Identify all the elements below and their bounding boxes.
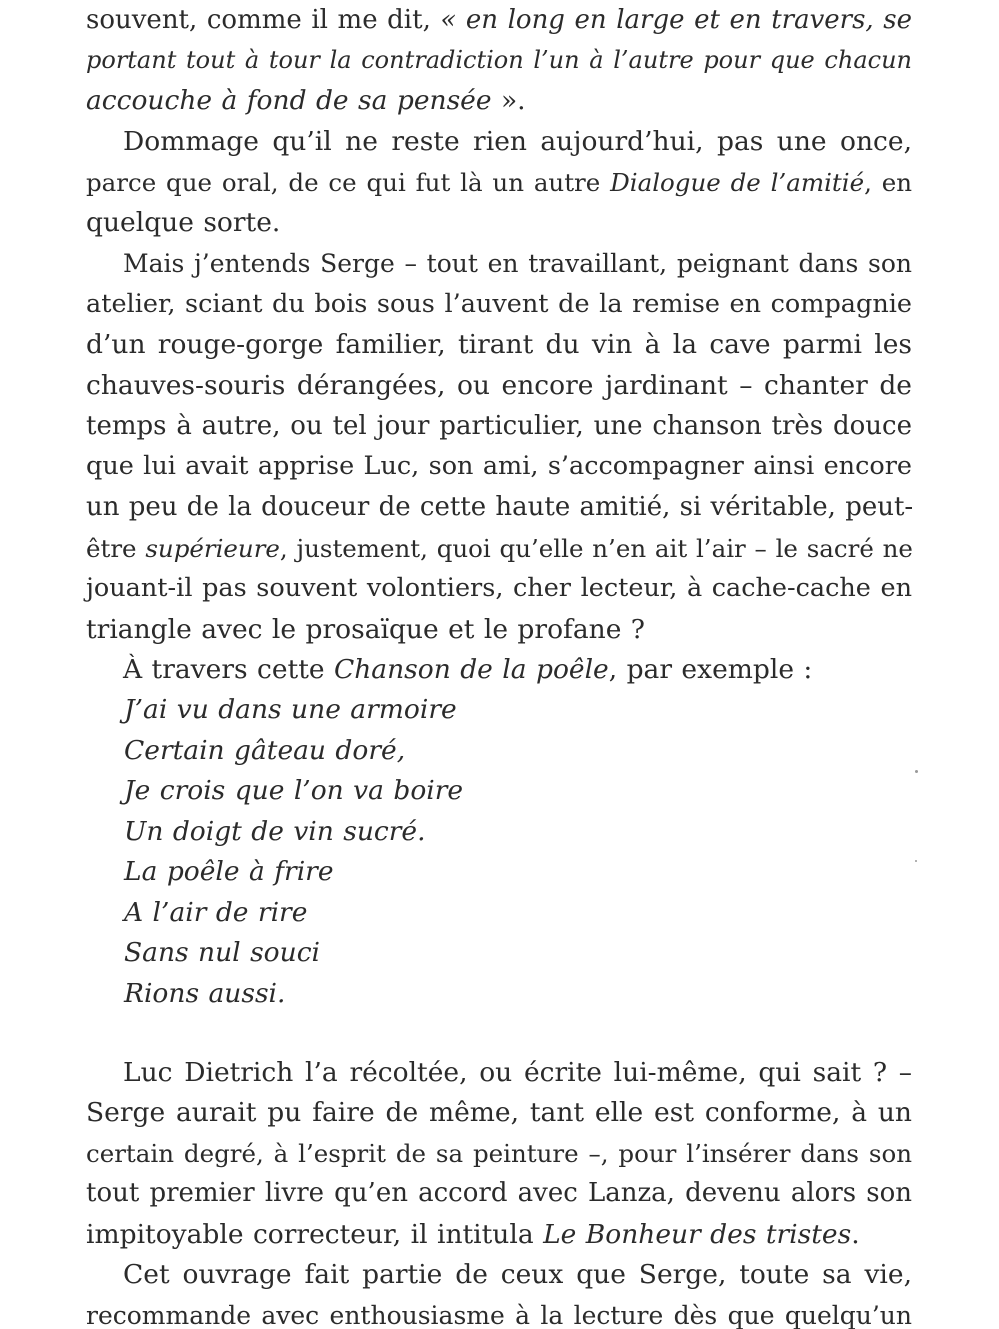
text-line: atelier, sciant du bois sous l’auvent de la remise en compagnie	[86, 289, 912, 319]
text-line: temps à autre, ou tel jour particulier, une chanson très douce	[86, 411, 912, 441]
poem-verse: Un doigt de vin sucré.	[124, 816, 426, 847]
text-line: tout premier livre qu’en accord avec Lanza, devenu alors son	[86, 1178, 912, 1208]
poem-verse: Sans nul souci	[124, 937, 321, 968]
text-line: chauves-souris dérangées, ou encore jardinant – chanter de	[86, 370, 912, 401]
text-line: parce que oral, de ce qui fut là un autre Dialogue de l’amitié, en	[86, 168, 912, 197]
text-line: certain degré, à l’esprit de sa peinture –, pour l’insérer dans son	[86, 1139, 912, 1168]
text-line: Serge aurait pu faire de même, tant elle est conforme, à un	[86, 1097, 912, 1128]
scan-speck	[915, 860, 917, 862]
text-line: À travers cette Chanson de la poêle, par exemple :	[123, 654, 813, 685]
text-line: jouant-il pas souvent volontiers, cher lecteur, à cache-cache en	[86, 573, 912, 603]
text-line: souvent, comme il me dit, « en long en large et en travers, se	[86, 5, 912, 35]
text-line: que lui avait apprise Luc, son ami, s’accompagner ainsi encore	[86, 451, 912, 481]
scan-speck	[915, 770, 918, 773]
text-line: quelque sorte.	[86, 207, 281, 238]
text-line: impitoyable correcteur, il intitula Le Bonheur des tristes.	[86, 1219, 860, 1250]
text-line: d’un rouge-gorge familier, tirant du vin à la cave parmi les	[86, 329, 912, 360]
text-line: triangle avec le prosaïque et le profane ?	[86, 614, 646, 645]
text-line: Dommage qu’il ne reste rien aujourd’hui, pas une once,	[123, 126, 912, 157]
text-line: être supérieure, justement, quoi qu’elle n’en ait l’air – le sacré ne	[86, 534, 913, 563]
poem-verse: Certain gâteau doré,	[124, 735, 406, 766]
text-line: un peu de la douceur de cette haute amitié, si véritable, peut-	[86, 492, 914, 522]
text-line: portant tout à tour la contradiction l’un à l’autre pour que chacun	[86, 46, 912, 74]
poem-verse: A l’air de rire	[124, 897, 308, 928]
text-line: accouche à fond de sa pensée ».	[86, 85, 526, 116]
text-line: Mais j’entends Serge – tout en travaillant, peignant dans son	[123, 249, 912, 278]
text-line: Cet ouvrage fait partie de ceux que Serge, toute sa vie,	[123, 1259, 912, 1290]
text-line: recommande avec enthousiasme à la lecture dès que quelqu’un	[86, 1301, 912, 1329]
text-line: Luc Dietrich l’a récoltée, ou écrite lui-même, qui sait ? –	[123, 1057, 912, 1088]
poem-verse: Je crois que l’on va boire	[124, 775, 464, 806]
poem-verse: Rions aussi.	[124, 978, 286, 1009]
poem-verse: La poêle à frire	[124, 856, 334, 887]
poem-verse: J’ai vu dans une armoire	[124, 694, 457, 725]
